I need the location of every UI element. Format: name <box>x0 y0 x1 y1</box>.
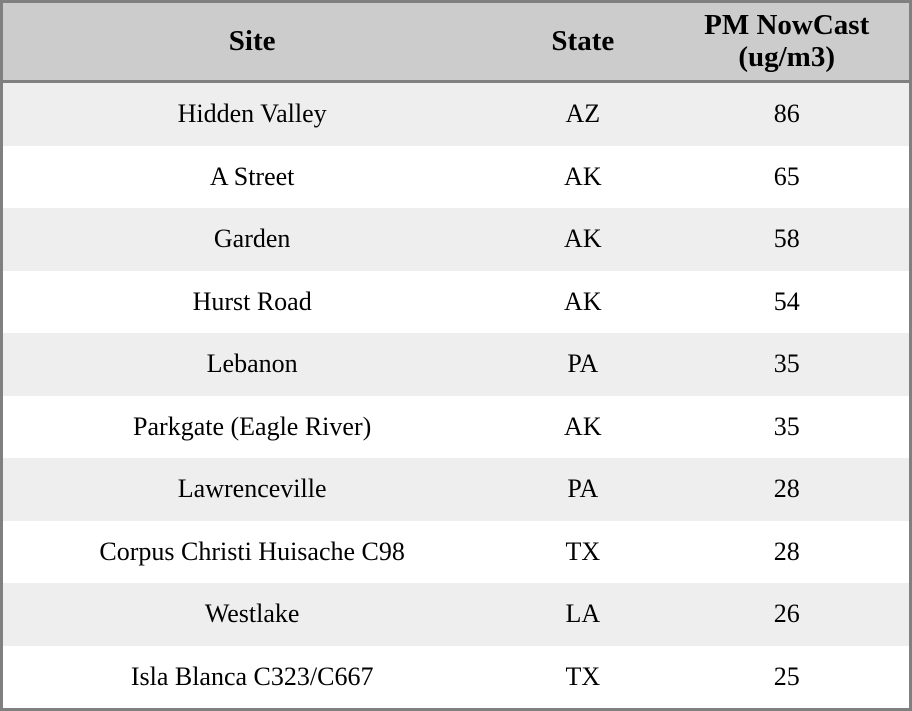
cell-value: 28 <box>664 521 909 583</box>
column-header-pm-nowcast: PM NowCast (ug/m3) <box>664 3 909 81</box>
cell-value: 35 <box>664 396 909 458</box>
cell-state: AK <box>501 271 664 333</box>
table-row <box>3 208 909 270</box>
air-quality-table <box>3 3 909 708</box>
cell-site: Lebanon <box>3 333 501 395</box>
cell-site: Lawrenceville <box>3 458 501 520</box>
cell-value: 25 <box>664 646 909 708</box>
cell-state: AZ <box>501 81 664 145</box>
cell-value: 65 <box>664 146 909 208</box>
cell-value: 35 <box>664 333 909 395</box>
cell-state: TX <box>501 646 664 708</box>
cell-site: Westlake <box>3 583 501 645</box>
column-header-state: State <box>501 3 664 81</box>
table-header-row <box>3 3 909 81</box>
table-header <box>3 3 909 81</box>
cell-value: 54 <box>664 271 909 333</box>
cell-site: Hurst Road <box>3 271 501 333</box>
table-row <box>3 333 909 395</box>
cell-state: LA <box>501 583 664 645</box>
cell-state: PA <box>501 458 664 520</box>
cell-value: 86 <box>664 81 909 145</box>
cell-state: AK <box>501 396 664 458</box>
table-row <box>3 396 909 458</box>
table-body <box>3 81 909 708</box>
cell-site: Garden <box>3 208 501 270</box>
cell-site: A Street <box>3 146 501 208</box>
cell-value: 26 <box>664 583 909 645</box>
table-row <box>3 646 909 708</box>
table-row <box>3 146 909 208</box>
table-row <box>3 583 909 645</box>
cell-state: AK <box>501 146 664 208</box>
table-row <box>3 458 909 520</box>
cell-site: Corpus Christi Huisache C98 <box>3 521 501 583</box>
table-row <box>3 521 909 583</box>
cell-site: Hidden Valley <box>3 81 501 145</box>
table-row <box>3 81 909 145</box>
cell-value: 28 <box>664 458 909 520</box>
table-row <box>3 271 909 333</box>
cell-site: Parkgate (Eagle River) <box>3 396 501 458</box>
column-header-site: Site <box>3 3 501 81</box>
cell-state: TX <box>501 521 664 583</box>
cell-state: AK <box>501 208 664 270</box>
cell-site: Isla Blanca C323/C667 <box>3 646 501 708</box>
cell-state: PA <box>501 333 664 395</box>
cell-value: 58 <box>664 208 909 270</box>
